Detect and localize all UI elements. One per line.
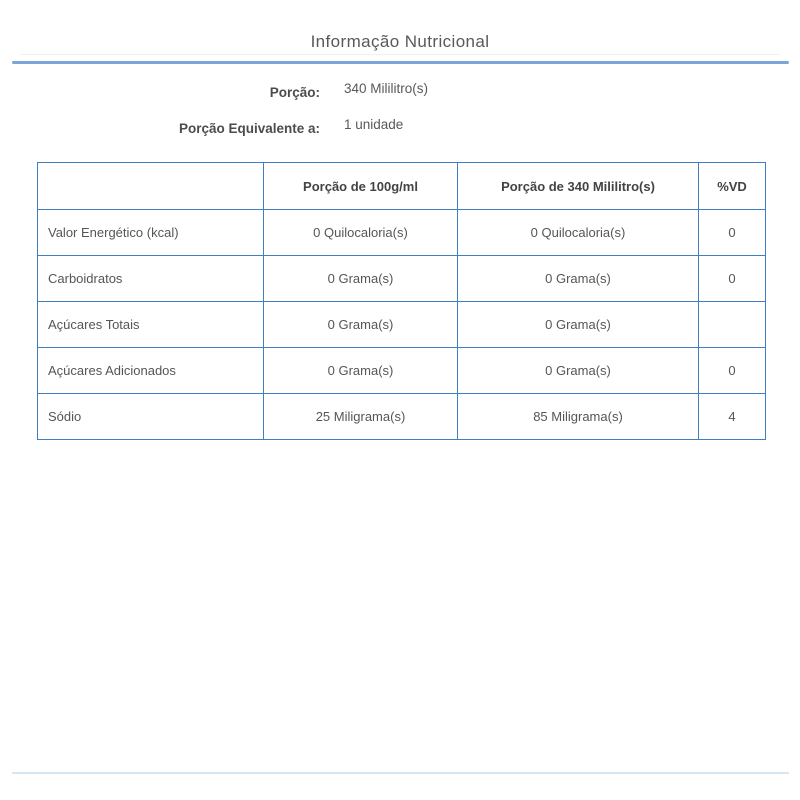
table-row: [38, 302, 766, 348]
header-vd: %VD: [699, 163, 766, 210]
table-header-row: [38, 163, 766, 210]
vd-cell: 0: [699, 256, 766, 302]
vd-cell: 4: [699, 394, 766, 440]
equivalent-portion-value: 1 unidade: [344, 117, 404, 132]
per-100-cell: 0 Grama(s): [264, 348, 458, 394]
vd-cell: 0: [699, 210, 766, 256]
bottom-divider: [12, 772, 789, 774]
title-divider: [12, 61, 789, 64]
per-serving-cell: 0 Quilocaloria(s): [458, 210, 699, 256]
per-100-cell: 0 Grama(s): [264, 256, 458, 302]
per-100-cell: 25 Miligrama(s): [264, 394, 458, 440]
per-serving-cell: 0 Grama(s): [458, 348, 699, 394]
header-empty-cell: [38, 163, 264, 210]
vd-cell: 0: [699, 348, 766, 394]
table-row: [38, 256, 766, 302]
table-row: [38, 394, 766, 440]
header-per-100: Porção de 100g/ml: [264, 163, 458, 210]
equivalent-portion-row: [0, 117, 800, 136]
nutrient-name-cell: Sódio: [38, 394, 264, 440]
nutrient-name-cell: Carboidratos: [38, 256, 264, 302]
equivalent-portion-label: Porção Equivalente a:: [178, 121, 320, 136]
portion-label: Porção:: [269, 85, 320, 100]
per-serving-cell: 0 Grama(s): [458, 302, 699, 348]
header-per-serving: Porção de 340 Mililitro(s): [458, 163, 699, 210]
nutrient-name-cell: Açúcares Totais: [38, 302, 264, 348]
portion-row: [0, 81, 800, 100]
nutrient-name-cell: Valor Energético (kcal): [38, 210, 264, 256]
faint-rule: [20, 54, 780, 55]
table-row: [38, 348, 766, 394]
portion-value: 340 Mililitro(s): [344, 81, 429, 96]
per-100-cell: 0 Quilocaloria(s): [264, 210, 458, 256]
nutrient-name-cell: Açúcares Adicionados: [38, 348, 264, 394]
page-title: Informação Nutricional: [310, 32, 490, 51]
per-serving-cell: 85 Miligrama(s): [458, 394, 699, 440]
nutrition-table: [37, 162, 766, 440]
per-100-cell: 0 Grama(s): [264, 302, 458, 348]
per-serving-cell: 0 Grama(s): [458, 256, 699, 302]
vd-cell: [699, 302, 766, 348]
table-row: [38, 210, 766, 256]
